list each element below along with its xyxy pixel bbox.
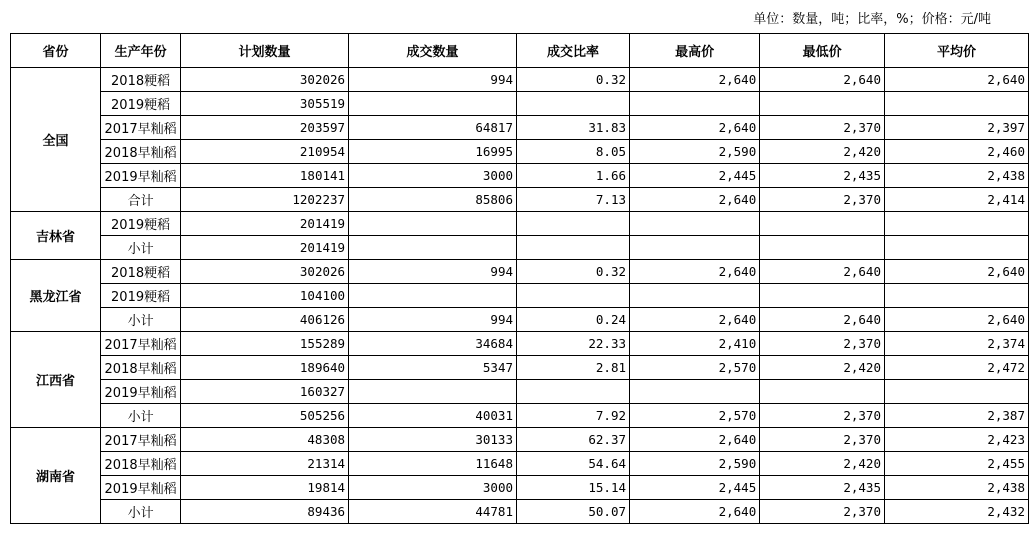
table-row [11,68,1029,92]
avg-price-cell: 2,387 [884,404,1028,428]
table-row [11,308,1029,332]
year-cell: 2018粳稻 [101,68,181,92]
table-row [11,380,1029,404]
max-price-cell: 2,590 [630,140,760,164]
province-cell: 湖南省 [11,428,101,524]
table-row [11,476,1029,500]
min-price-cell [760,212,885,236]
min-price-cell [760,92,885,116]
avg-price-cell: 2,423 [884,428,1028,452]
avg-price-cell: 2,455 [884,452,1028,476]
header-avg-price: 平均价 [884,34,1028,68]
max-price-cell [630,236,760,260]
year-cell: 2017早籼稻 [101,428,181,452]
max-price-cell: 2,640 [630,260,760,284]
province-cell: 黑龙江省 [11,260,101,332]
table-row [11,236,1029,260]
max-price-cell [630,284,760,308]
rice-auction-table [10,33,1029,524]
avg-price-cell [884,92,1028,116]
deal-ratio-cell: 8.05 [517,140,630,164]
planned-qty-cell: 104100 [181,284,349,308]
min-price-cell: 2,420 [760,452,885,476]
table-row [11,212,1029,236]
min-price-cell: 2,640 [760,308,885,332]
deal-ratio-cell: 7.92 [517,404,630,428]
year-cell: 2019早籼稻 [101,164,181,188]
table-row [11,164,1029,188]
deal-ratio-cell: 7.13 [517,188,630,212]
table-row [11,188,1029,212]
max-price-cell: 2,640 [630,428,760,452]
max-price-cell: 2,640 [630,500,760,524]
table-row [11,404,1029,428]
deal-ratio-cell: 54.64 [517,452,630,476]
planned-qty-cell: 89436 [181,500,349,524]
table-row [11,116,1029,140]
max-price-cell: 2,445 [630,476,760,500]
max-price-cell: 2,640 [630,308,760,332]
year-cell: 小计 [101,404,181,428]
year-cell: 2019早籼稻 [101,380,181,404]
table-row [11,260,1029,284]
year-cell: 合计 [101,188,181,212]
planned-qty-cell: 155289 [181,332,349,356]
deal-ratio-cell: 15.14 [517,476,630,500]
max-price-cell [630,380,760,404]
year-cell: 小计 [101,236,181,260]
avg-price-cell: 2,472 [884,356,1028,380]
avg-price-cell: 2,460 [884,140,1028,164]
deal-qty-cell: 40031 [349,404,517,428]
avg-price-cell [884,380,1028,404]
table-row [11,500,1029,524]
deal-ratio-cell: 0.24 [517,308,630,332]
deal-ratio-cell: 22.33 [517,332,630,356]
max-price-cell: 2,570 [630,356,760,380]
planned-qty-cell: 189640 [181,356,349,380]
year-cell: 2019粳稻 [101,284,181,308]
avg-price-cell: 2,640 [884,308,1028,332]
year-cell: 2018早籼稻 [101,356,181,380]
min-price-cell: 2,370 [760,428,885,452]
deal-ratio-cell [517,212,630,236]
avg-price-cell: 2,438 [884,164,1028,188]
deal-qty-cell [349,284,517,308]
unit-note: 单位：数量，吨；比率，%；价格：元/吨 [753,12,991,27]
planned-qty-cell: 201419 [181,212,349,236]
deal-ratio-cell [517,236,630,260]
min-price-cell [760,236,885,260]
deal-ratio-cell: 2.81 [517,356,630,380]
avg-price-cell: 2,432 [884,500,1028,524]
deal-ratio-cell [517,284,630,308]
deal-qty-cell [349,380,517,404]
planned-qty-cell: 203597 [181,116,349,140]
max-price-cell: 2,640 [630,116,760,140]
deal-qty-cell: 994 [349,308,517,332]
min-price-cell [760,380,885,404]
max-price-cell: 2,640 [630,188,760,212]
planned-qty-cell: 305519 [181,92,349,116]
deal-ratio-cell: 0.32 [517,260,630,284]
min-price-cell [760,284,885,308]
planned-qty-cell: 201419 [181,236,349,260]
planned-qty-cell: 48308 [181,428,349,452]
deal-ratio-cell [517,380,630,404]
header-max-price: 最高价 [630,34,760,68]
year-cell: 2019粳稻 [101,212,181,236]
header-deal-ratio: 成交比率 [517,34,630,68]
province-cell: 江西省 [11,332,101,428]
planned-qty-cell: 160327 [181,380,349,404]
year-cell: 2017早籼稻 [101,116,181,140]
avg-price-cell: 2,438 [884,476,1028,500]
header-row [11,34,1029,68]
table-row [11,428,1029,452]
deal-qty-cell: 5347 [349,356,517,380]
avg-price-cell: 2,397 [884,116,1028,140]
deal-qty-cell: 64817 [349,116,517,140]
deal-qty-cell: 994 [349,68,517,92]
avg-price-cell: 2,640 [884,260,1028,284]
avg-price-cell [884,212,1028,236]
table-row [11,356,1029,380]
deal-qty-cell [349,92,517,116]
deal-qty-cell: 3000 [349,164,517,188]
max-price-cell: 2,640 [630,68,760,92]
table-row [11,284,1029,308]
avg-price-cell [884,284,1028,308]
deal-qty-cell: 11648 [349,452,517,476]
min-price-cell: 2,370 [760,188,885,212]
max-price-cell [630,212,760,236]
max-price-cell: 2,570 [630,404,760,428]
planned-qty-cell: 19814 [181,476,349,500]
max-price-cell [630,92,760,116]
planned-qty-cell: 180141 [181,164,349,188]
deal-qty-cell: 34684 [349,332,517,356]
max-price-cell: 2,590 [630,452,760,476]
deal-ratio-cell [517,92,630,116]
min-price-cell: 2,370 [760,404,885,428]
header-planned-qty: 计划数量 [181,34,349,68]
max-price-cell: 2,445 [630,164,760,188]
deal-qty-cell: 30133 [349,428,517,452]
deal-ratio-cell: 62.37 [517,428,630,452]
planned-qty-cell: 21314 [181,452,349,476]
deal-qty-cell: 85806 [349,188,517,212]
planned-qty-cell: 302026 [181,68,349,92]
min-price-cell: 2,435 [760,164,885,188]
min-price-cell: 2,370 [760,116,885,140]
province-cell: 吉林省 [11,212,101,260]
min-price-cell: 2,370 [760,500,885,524]
year-cell: 2018早籼稻 [101,140,181,164]
min-price-cell: 2,640 [760,260,885,284]
year-cell: 2019早籼稻 [101,476,181,500]
avg-price-cell: 2,414 [884,188,1028,212]
table-row [11,140,1029,164]
table-row [11,452,1029,476]
deal-qty-cell [349,212,517,236]
year-cell: 小计 [101,500,181,524]
deal-ratio-cell: 31.83 [517,116,630,140]
planned-qty-cell: 210954 [181,140,349,164]
deal-qty-cell: 994 [349,260,517,284]
deal-ratio-cell: 0.32 [517,68,630,92]
year-cell: 2017早籼稻 [101,332,181,356]
min-price-cell: 2,370 [760,332,885,356]
deal-qty-cell [349,236,517,260]
table-row [11,92,1029,116]
table-row [11,332,1029,356]
max-price-cell: 2,410 [630,332,760,356]
header-deal-qty: 成交数量 [349,34,517,68]
deal-ratio-cell: 1.66 [517,164,630,188]
header-province: 省份 [11,34,101,68]
deal-qty-cell: 16995 [349,140,517,164]
min-price-cell: 2,420 [760,356,885,380]
min-price-cell: 2,640 [760,68,885,92]
year-cell: 2019粳稻 [101,92,181,116]
deal-ratio-cell: 50.07 [517,500,630,524]
year-cell: 2018粳稻 [101,260,181,284]
header-min-price: 最低价 [760,34,885,68]
min-price-cell: 2,420 [760,140,885,164]
planned-qty-cell: 1202237 [181,188,349,212]
province-cell: 全国 [11,68,101,212]
deal-qty-cell: 3000 [349,476,517,500]
planned-qty-cell: 505256 [181,404,349,428]
year-cell: 小计 [101,308,181,332]
planned-qty-cell: 406126 [181,308,349,332]
avg-price-cell [884,236,1028,260]
deal-qty-cell: 44781 [349,500,517,524]
header-year: 生产年份 [101,34,181,68]
avg-price-cell: 2,374 [884,332,1028,356]
min-price-cell: 2,435 [760,476,885,500]
planned-qty-cell: 302026 [181,260,349,284]
avg-price-cell: 2,640 [884,68,1028,92]
year-cell: 2018早籼稻 [101,452,181,476]
